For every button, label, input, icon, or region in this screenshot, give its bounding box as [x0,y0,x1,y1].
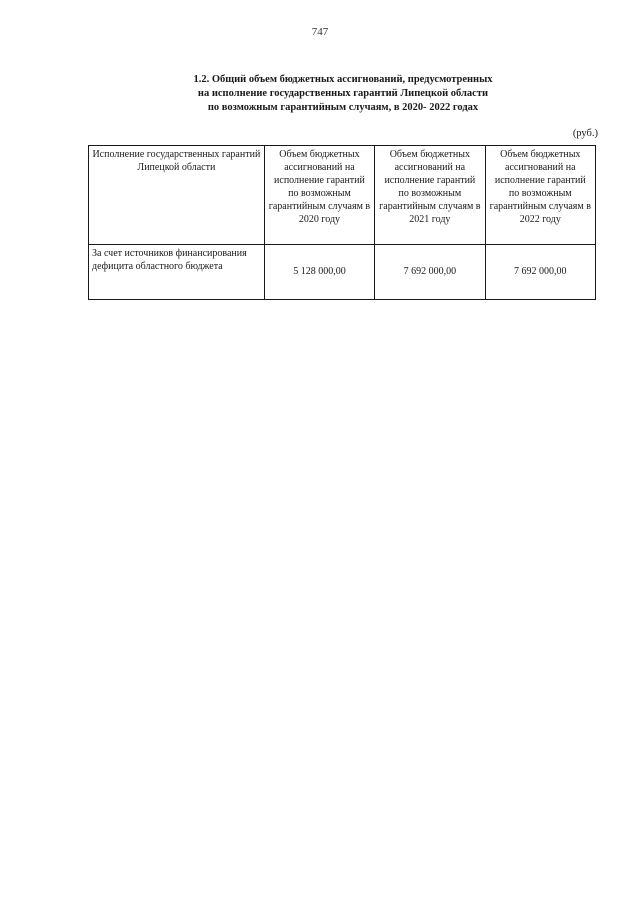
header-2021: Объем бюджетных ассигнований на исполнение гарантий по возможным гарантийным случаям в 2021 году [375,146,485,245]
table-row [89,245,596,300]
header-guarantees: Исполнение государственных гарантий Липецкой области [89,146,265,245]
title-line-3: по возможным гарантийным случаям, в 2020- 2022 годах [207,102,479,113]
table-header-row [89,146,596,245]
title-line-1: 1.2. Общий объем бюджетных ассигнований, предусмотренных [193,74,493,85]
header-2020: Объем бюджетных ассигнований на исполнение гарантий по возможным гарантийным случаям в 2020 году [264,146,374,245]
document-title [90,73,596,115]
title-line-2: на исполнение государственных гарантий Липецкой области [197,88,489,99]
value-2022: 7 692 000,00 [485,245,595,300]
value-2020: 5 128 000,00 [264,245,374,300]
currency-unit: (руб.) [572,128,598,139]
row-source: За счет источников финансирования дефицита областного бюджета [89,245,265,300]
page-number: 747 [311,26,329,38]
header-2022: Объем бюджетных ассигнований на исполнение гарантий по возможным гарантийным случаям в 2022 году [485,146,595,245]
budget-table [88,145,596,300]
value-2021: 7 692 000,00 [375,245,485,300]
